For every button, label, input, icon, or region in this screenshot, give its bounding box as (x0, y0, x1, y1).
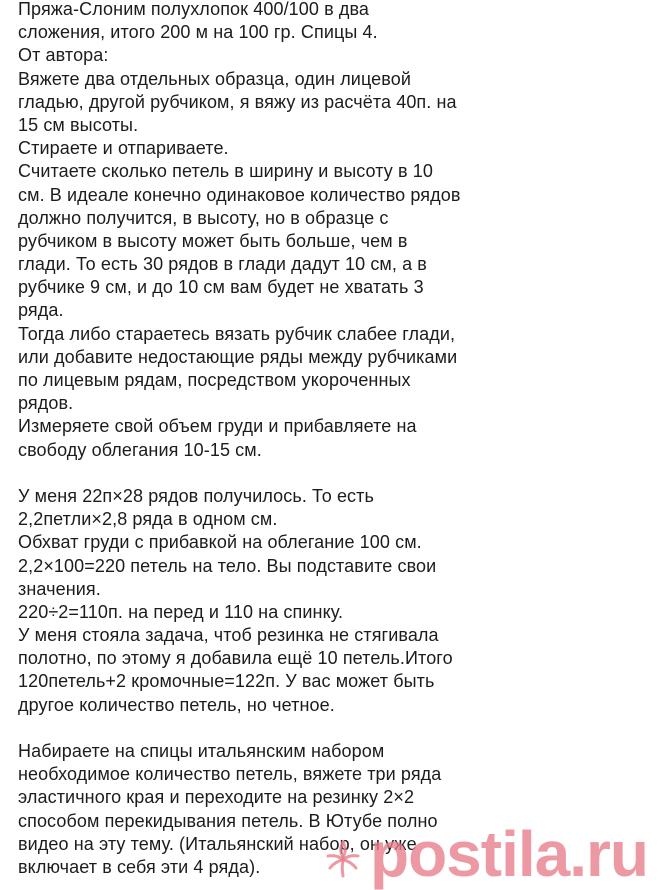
watermark-text: postila.ru (369, 818, 648, 890)
text-line: способом перекидывания петель. В Ютубе полно (18, 810, 438, 831)
text-line: по лицевым рядам, посредством укороченных (18, 370, 411, 390)
text-line: или добавите недостающие ряды между рубчиками (18, 346, 458, 367)
text-line: см. В идеале конечно одинаковое количество рядов (18, 184, 461, 205)
text-line: 2,2петли×2,8 ряда в одном см. (18, 509, 278, 530)
text-line: 2,2×100=220 петель на тело. Вы подставите свои (18, 555, 437, 576)
text-line: 220÷2=110п. на перед и 110 на спинку. (18, 601, 344, 622)
text-line: сложения, итого 200 м на 100 гр. Спицы 4. (18, 22, 378, 43)
text-line: Считаете сколько петель в ширину и высоту в 10 (18, 161, 433, 182)
text-line: видео на эту тему. (Итальянский набор, он уже (18, 833, 417, 854)
text-line: 15 см высоты. (18, 114, 139, 135)
text-line: включает в себя эти 4 ряда). (18, 856, 261, 877)
text-line: рубчике 9 см, и до 10 см вам будет не хватать 3 (18, 277, 424, 298)
text-line: Стираете и отпариваете. (18, 138, 229, 159)
text-line: От автора: (18, 45, 109, 66)
text-line: Обхват груди с прибавкой на облегание 100 см. (18, 532, 422, 553)
text-line: значения. (18, 578, 101, 599)
paragraph-gap (18, 717, 648, 740)
text-line: глади. То есть 30 рядов в глади дадут 10 см, а в (18, 254, 427, 275)
text-line: гладью, другой рубчиком, я вяжу из расчёта 40п. на (18, 91, 457, 112)
postila-logo-icon (322, 838, 364, 880)
text-line: свободу облегания 10-15 см. (18, 439, 262, 460)
text-line: Тогда либо стараетесь вязать рубчик слабее глади, (18, 323, 456, 344)
text-line: 120петель+2 кромочные=122п. У вас может быть (18, 671, 435, 692)
text-line: рядов. (18, 393, 74, 414)
text-line: рубчиком в высоту может быть больше, чем в (18, 230, 408, 251)
document-text (18, 0, 648, 879)
text-line: У меня стояла задача, чтоб резинка не стягивала (18, 625, 439, 646)
text-line: Пряжа-Слоним полухлопок 400/100 в два (18, 0, 370, 19)
text-line: должно получится, в высоту, но в образце с (18, 207, 389, 228)
paragraph-gap (18, 462, 648, 485)
text-line: Вяжете два отдельных образца, один лицевой (18, 68, 412, 89)
text-line: У меня 22п×28 рядов получилось. То есть (18, 485, 374, 506)
text-line: другое количество петель, но четное. (18, 694, 335, 715)
text-line: необходимое количество петель, вяжете три ряда (18, 764, 442, 785)
text-line: эластичного края и переходите на резинку 2×2 (18, 787, 415, 808)
postila-watermark (322, 818, 648, 890)
text-line: Набираете на спицы итальянским набором (18, 741, 385, 761)
text-line: полотно, по этому я добавила ещё 10 петель.Итого (18, 648, 453, 669)
text-line: ряда. (18, 300, 64, 321)
text-line: Измеряете свой объем груди и прибавляете на (18, 416, 417, 437)
